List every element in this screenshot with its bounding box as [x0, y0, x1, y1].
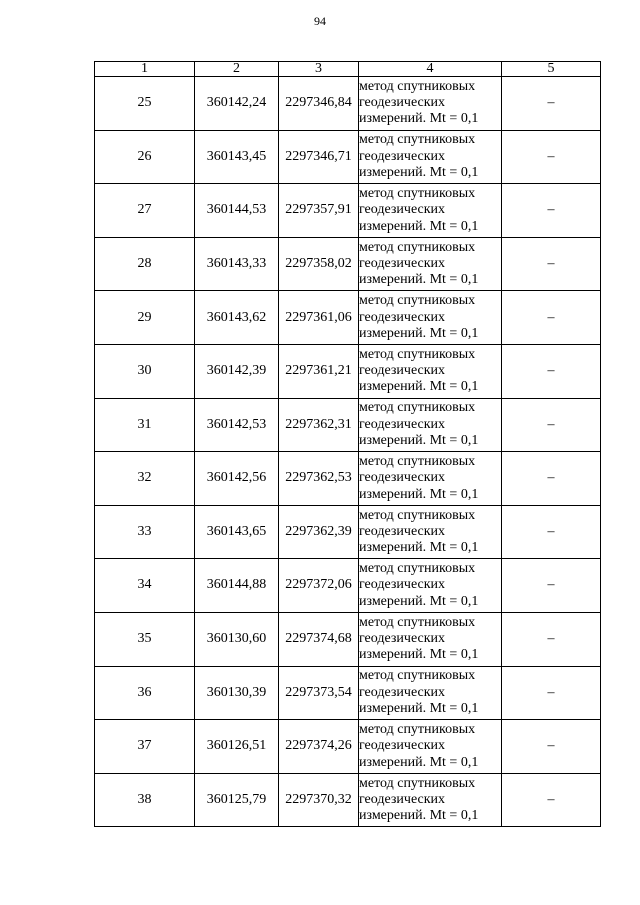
- note-cell: –: [502, 773, 601, 827]
- note-cell: –: [502, 237, 601, 291]
- point-number-cell: 31: [95, 398, 195, 452]
- table-body: [95, 77, 601, 827]
- column-header-1: 1: [95, 62, 195, 77]
- table-row: [95, 505, 601, 559]
- table-row: [95, 130, 601, 184]
- method-text-line: метод спутниковых: [359, 614, 476, 630]
- point-number-cell: 27: [95, 184, 195, 238]
- point-number-cell: 29: [95, 291, 195, 345]
- method-text-line: метод спутниковых: [359, 454, 476, 469]
- table-row: [95, 77, 601, 131]
- coordinates-table: [94, 61, 601, 827]
- method-text-line: измерений. Mt = 0,1: [359, 433, 479, 448]
- x-coordinate-cell: 360144,53: [195, 184, 279, 238]
- y-coordinate-cell: 2297346,71: [279, 130, 359, 184]
- point-number-cell: 33: [95, 505, 195, 559]
- table-row: [95, 666, 601, 720]
- x-coordinate-cell: 360130,39: [195, 666, 279, 720]
- column-header-2: 2: [195, 62, 279, 77]
- method-text-line: метод спутниковых: [359, 721, 476, 737]
- y-coordinate-cell: 2297362,31: [279, 398, 359, 452]
- method-cell: [359, 666, 502, 720]
- y-coordinate-cell: 2297370,32: [279, 773, 359, 827]
- table-row: [95, 344, 601, 398]
- column-header-5: 5: [502, 62, 601, 77]
- method-cell: [359, 237, 502, 291]
- y-coordinate-cell: 2297373,54: [279, 666, 359, 720]
- method-text-line: геодезических: [359, 791, 446, 807]
- note-cell: –: [502, 559, 601, 613]
- method-text-line: измерений. Mt = 0,1: [359, 593, 479, 609]
- method-text-line: геодезических: [359, 738, 446, 754]
- point-number-cell: 28: [95, 237, 195, 291]
- method-text-line: измерений. Mt = 0,1: [359, 540, 479, 556]
- x-coordinate-cell: 360142,56: [195, 452, 279, 506]
- table-row: [95, 398, 601, 452]
- method-text-line: измерений. Mt = 0,1: [359, 486, 479, 502]
- y-coordinate-cell: 2297361,21: [279, 344, 359, 398]
- y-coordinate-cell: 2297346,84: [279, 77, 359, 131]
- table-row: [95, 612, 601, 666]
- x-coordinate-cell: 360143,65: [195, 505, 279, 559]
- point-number-cell: 32: [95, 452, 195, 506]
- y-coordinate-cell: 2297357,91: [279, 184, 359, 238]
- method-text-line: измерений. Mt = 0,1: [359, 700, 479, 716]
- y-coordinate-cell: 2297372,06: [279, 559, 359, 613]
- x-coordinate-cell: 360126,51: [195, 720, 279, 774]
- point-number-cell: 38: [95, 773, 195, 827]
- note-cell: –: [502, 130, 601, 184]
- method-cell: [359, 398, 502, 452]
- point-number-cell: 34: [95, 559, 195, 613]
- page-number: 94: [314, 14, 326, 28]
- point-number-cell: 26: [95, 130, 195, 184]
- method-text-line: геодезических: [359, 577, 446, 593]
- method-text-line: геодезических: [359, 684, 446, 700]
- note-cell: –: [502, 398, 601, 452]
- note-cell: –: [502, 452, 601, 506]
- method-text-line: геодезических: [359, 470, 446, 486]
- y-coordinate-cell: 2297358,02: [279, 237, 359, 291]
- x-coordinate-cell: 360142,39: [195, 344, 279, 398]
- y-coordinate-cell: 2297374,26: [279, 720, 359, 774]
- x-coordinate-cell: 360130,60: [195, 612, 279, 666]
- method-text-line: измерений. Mt = 0,1: [359, 165, 479, 181]
- method-text-line: измерений. Mt = 0,1: [359, 754, 479, 770]
- note-cell: –: [502, 612, 601, 666]
- method-cell: [359, 612, 502, 666]
- method-text-line: геодезических: [359, 631, 446, 647]
- method-text-line: измерений. Mt = 0,1: [359, 808, 479, 824]
- y-coordinate-cell: 2297362,53: [279, 452, 359, 506]
- point-number-cell: 25: [95, 77, 195, 131]
- point-number-cell: 36: [95, 666, 195, 720]
- method-text-line: измерений. Mt = 0,1: [359, 325, 479, 341]
- method-text-line: геодезических: [359, 255, 446, 271]
- method-cell: [359, 291, 502, 345]
- note-cell: –: [502, 77, 601, 131]
- method-text-line: измерений. Mt = 0,1: [359, 379, 479, 395]
- method-text-line: метод спутниковых: [359, 561, 476, 577]
- method-text-line: геодезических: [359, 363, 446, 379]
- method-text-line: метод спутниковых: [359, 186, 476, 202]
- method-text-line: метод спутниковых: [359, 668, 476, 684]
- table-row: [95, 773, 601, 827]
- note-cell: –: [502, 720, 601, 774]
- point-number-cell: 37: [95, 720, 195, 774]
- x-coordinate-cell: 360143,45: [195, 130, 279, 184]
- method-text-line: метод спутниковых: [359, 507, 476, 523]
- table-row: [95, 291, 601, 345]
- method-text-line: геодезических: [359, 95, 446, 111]
- table-row: [95, 559, 601, 613]
- method-text-line: геодезических: [359, 148, 446, 164]
- table-row: [95, 184, 601, 238]
- note-cell: –: [502, 184, 601, 238]
- method-text-line: геодезических: [359, 309, 446, 325]
- method-text-line: метод спутниковых: [359, 239, 476, 255]
- method-text-line: измерений. Mt = 0,1: [359, 647, 479, 663]
- method-cell: [359, 452, 502, 506]
- column-header-4: 4: [359, 62, 502, 77]
- x-coordinate-cell: 360142,53: [195, 398, 279, 452]
- point-number-cell: 35: [95, 612, 195, 666]
- method-text-line: метод спутниковых: [359, 775, 476, 791]
- method-text-line: геодезических: [359, 202, 446, 218]
- method-text-line: измерений. Mt = 0,1: [359, 111, 479, 127]
- method-text-line: метод спутниковых: [359, 293, 476, 309]
- method-text-line: измерений. Mt = 0,1: [359, 218, 479, 234]
- y-coordinate-cell: 2297361,06: [279, 291, 359, 345]
- method-cell: [359, 559, 502, 613]
- x-coordinate-cell: 360125,79: [195, 773, 279, 827]
- x-coordinate-cell: 360142,24: [195, 77, 279, 131]
- note-cell: –: [502, 505, 601, 559]
- column-header-3: 3: [279, 62, 359, 77]
- table-row: [95, 720, 601, 774]
- method-text-line: метод спутниковых: [359, 400, 476, 416]
- method-text-line: метод спутниковых: [359, 346, 476, 362]
- method-cell: [359, 130, 502, 184]
- note-cell: –: [502, 666, 601, 720]
- method-cell: [359, 344, 502, 398]
- note-cell: –: [502, 291, 601, 345]
- method-cell: [359, 184, 502, 238]
- y-coordinate-cell: 2297374,68: [279, 612, 359, 666]
- x-coordinate-cell: 360143,33: [195, 237, 279, 291]
- y-coordinate-cell: 2297362,39: [279, 505, 359, 559]
- x-coordinate-cell: 360144,88: [195, 559, 279, 613]
- method-cell: [359, 773, 502, 827]
- method-text-line: измерений. Mt = 0,1: [359, 272, 479, 288]
- table-header-row: [95, 62, 601, 77]
- point-number-cell: 30: [95, 344, 195, 398]
- method-text-line: метод спутниковых: [359, 132, 476, 148]
- method-cell: [359, 505, 502, 559]
- x-coordinate-cell: 360143,62: [195, 291, 279, 345]
- method-cell: [359, 77, 502, 131]
- method-cell: [359, 720, 502, 774]
- method-text-line: геодезических: [359, 523, 446, 539]
- method-text-line: метод спутниковых: [359, 78, 476, 94]
- method-text-line: геодезических: [359, 416, 446, 432]
- table-row: [95, 237, 601, 291]
- note-cell: –: [502, 344, 601, 398]
- table-row: [95, 452, 601, 506]
